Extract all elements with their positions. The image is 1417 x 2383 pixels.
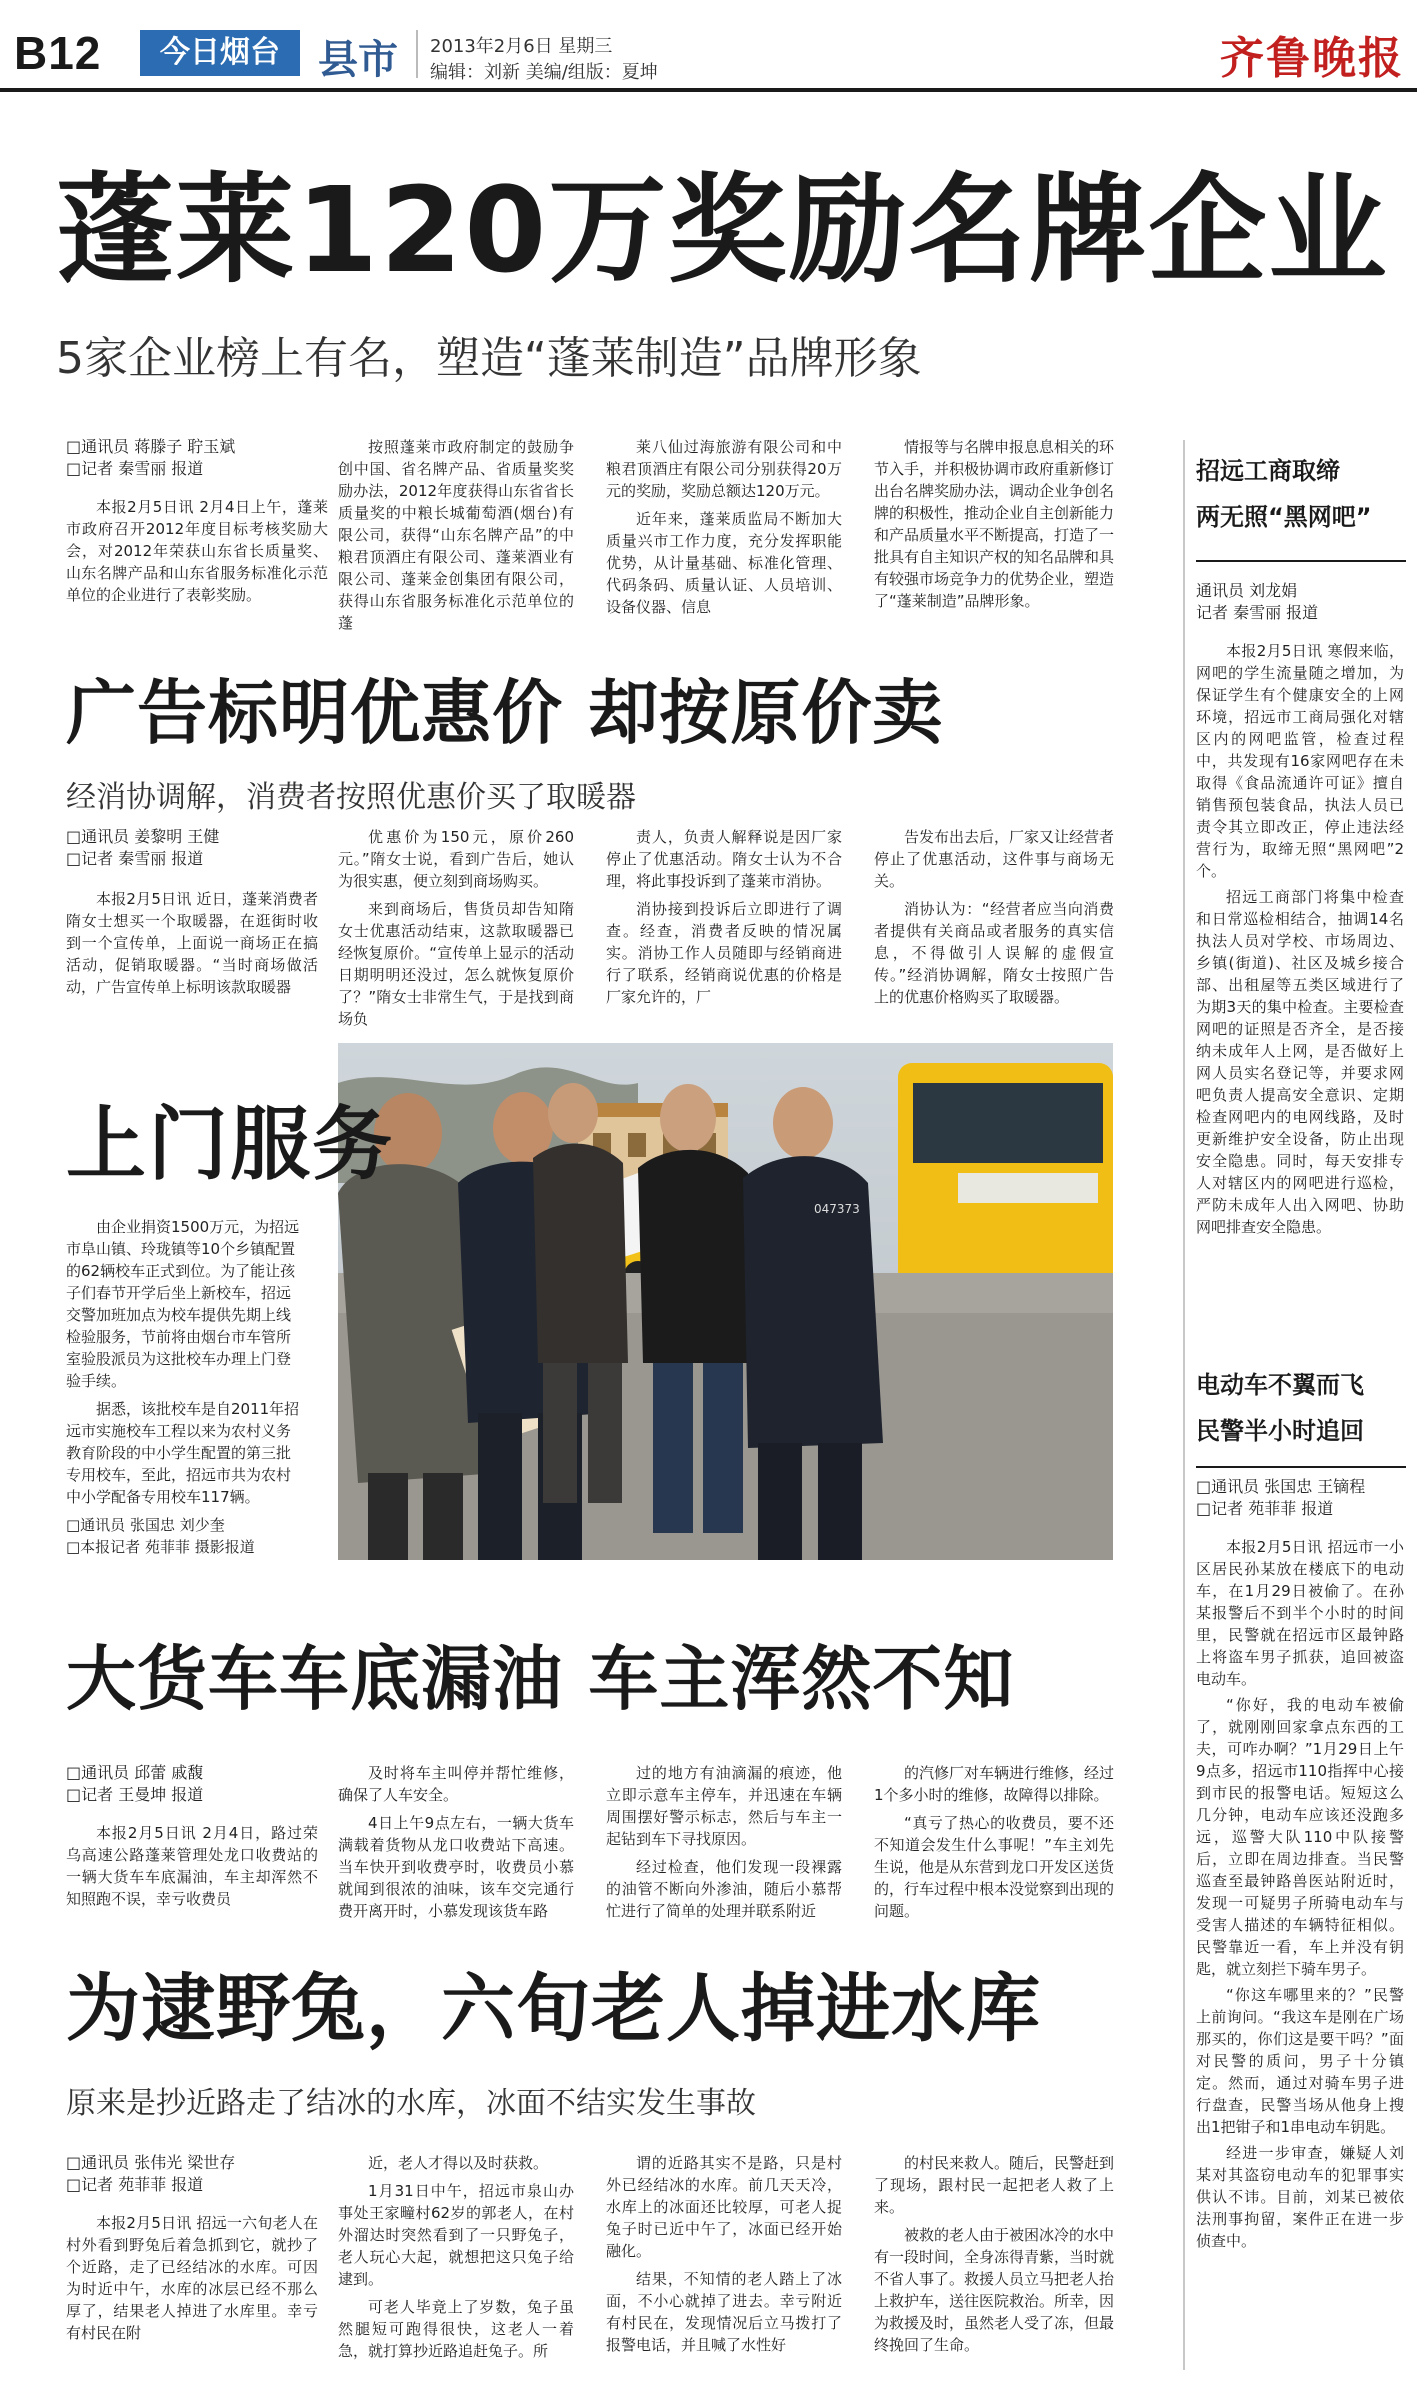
paragraph: “你好，我的电动车被偷了，就刚刚回家拿点东西的工夫，可咋办啊？”1月29日上午9点多，招远市110指挥中心接到市民的报警电话。短短这么几分钟，电动车应该还没跑多远，巡警大队110中队接警后，立即在周边排查。当民警巡查至最钟路兽医站附近时，发现一可疑男子所骑电动车与受害人描述的车辆特征相似。民警靠近一看，车上并没有钥匙，就立刻拦下骑车男子。: [1196, 1696, 1404, 1978]
byline-line: □通讯员 张国忠 刘少奎: [66, 1516, 225, 1534]
story3-byline: [66, 1762, 296, 1806]
byline-line: □记者 秦雪丽 报道: [66, 849, 204, 868]
paragraph: “你这车哪里来的？”民警上前询问。“我这车是刚在广场那买的，你们这是要干吗？”面对民警的质问，男子十分镇定。然而，通过对骑车男子进行盘查，民警当场从他身上搜出1把钳子和1串电动车钥匙。: [1196, 1986, 1404, 2136]
story4-subheadline: 原来是抄近路走了结冰的水库，冰面不结实发生事故: [66, 2086, 756, 2121]
paragraph: 责人，负责人解释说是因厂家停止了优惠活动。隋女士认为不合理，将此事投诉到了蓬莱市消协。: [606, 828, 842, 890]
story2-column-2: [338, 826, 574, 1036]
story2-column-3: [606, 826, 842, 1014]
byline-line: □通讯员 邱蕾 戚馥: [66, 1763, 204, 1782]
sidebar1-body: [1196, 640, 1404, 1242]
paragraph: 本报2月5日讯 近日，蓬莱消费者隋女士想买一个取暖器，在逛街时收到一个宣传单，上面说一商场正在搞活动，促销取暖器。“当时商场做活动，广告宣传单上标明该款取暖器: [66, 890, 318, 996]
byline-line: □记者 秦雪丽 报道: [66, 459, 204, 478]
paragraph: 消协接到投诉后立即进行了调查。经查，消费者反映的情况属实。消协工作人员随即与经销商进行了联系，经销商说优惠的价格是厂家允许的，厂: [606, 900, 842, 1006]
story4-column-1: [66, 2212, 318, 2350]
byline-line: □通讯员 姜黎明 王健: [66, 827, 220, 846]
paragraph: 本报2月5日讯 招远一六旬老人在村外看到野兔后着急抓到它，就抄了个近路，走了已经结冰的水库。可因为时近中午，水库的冰层已经不那么厚了，结果老人掉进了水库里。幸亏有村民在附: [66, 2214, 318, 2342]
paragraph: 经进一步审查，嫌疑人刘某对其盗窃电动车的犯罪事实供认不讳。目前，刘某已被依法刑事拘留，案件正在进一步侦查中。: [1196, 2144, 1404, 2250]
story3-column-4: [874, 1762, 1114, 1928]
section-tag: 今日烟台: [140, 30, 300, 76]
byline-line: 记者 秦雪丽 报道: [1196, 603, 1319, 622]
paragraph: 据悉，该批校车是自2011年招远市实施校车工程以来为农村义务教育阶段的中小学生配置的第三批专用校车，至此，招远市共为农村中小学配备专用校车117辆。: [66, 1400, 300, 1506]
story4-headline: 为逮野兔，六旬老人掉进水库: [66, 1966, 1041, 2052]
byline-line: □本报记者 苑菲菲 摄影报道: [66, 1538, 255, 1556]
editor-credits: 编辑：刘新 美编/组版：夏坤: [430, 62, 658, 83]
paragraph: 经过检查，他们发现一段裸露的油管不断向外渗油，随后小慕帮忙进行了简单的处理并联系附近: [606, 1858, 842, 1920]
header-rule: [0, 88, 1417, 92]
byline-line: □记者 苑菲菲 报道: [1196, 1499, 1334, 1518]
issue-date: 2013年2月6日 星期三: [430, 36, 613, 57]
lead-headline: 蓬莱120万奖励名牌企业: [56, 161, 1389, 299]
byline-line: □通讯员 张伟光 梁世存: [66, 2153, 236, 2172]
photo-credit: [66, 1514, 304, 1558]
byline-line: 通讯员 刘龙娟: [1196, 581, 1298, 600]
sidebar1-byline: [1196, 580, 1406, 624]
story4-column-2: [338, 2152, 574, 2368]
byline-line: □记者 苑菲菲 报道: [66, 2175, 204, 2194]
story2-byline: [66, 826, 296, 870]
paragraph: 本报2月5日讯 寒假来临，网吧的学生流量随之增加，为保证学生有个健康安全的上网环境，招远市工商局强化对辖区内的网吧监管，检查过程中，共发现有16家网吧存在未取得《食品流通许可证》擅自销售预包装食品，执法人员已责令其立即改正，停止违法经营行为，取缔无照“黑网吧”2个。: [1196, 642, 1404, 880]
lead-byline: [66, 436, 286, 480]
badge-number: 047373: [814, 1202, 860, 1216]
photo-caption: [66, 1216, 304, 1558]
headline-line: 两无照“黑网吧”: [1196, 503, 1372, 531]
paragraph: 按照蓬莱市政府制定的鼓励争创中国、省名牌产品、省质量奖奖励办法，2012年度获得山东省省长质量奖的中粮长城葡萄酒(烟台)有限公司，获得“山东名牌产品”的中粮君顶酒庄有限公司、蓬莱酒业有限公司、蓬莱金创集团有限公司，获得山东省服务标准化示范单位的蓬: [338, 438, 574, 632]
paragraph: 来到商场后，售货员却告知隋女士优惠活动结束，这款取暖器已经恢复原价。“宣传单上显示的活动日期明明还没过，怎么就恢复原价了？”隋女士非常生气，于是找到商场负: [338, 900, 574, 1028]
paragraph: 本报2月5日讯 招远市一小区居民孙某放在楼底下的电动车，在1月29日被偷了。在孙某报警后不到半个小时的时间里，民警就在招远市区最钟路上将盗车男子抓获，追回被盗电动车。: [1196, 1538, 1404, 1688]
paragraph: 本报2月5日讯 2月4日，路过荣乌高速公路蓬莱管理处龙口收费站的一辆大货车车底漏油，车主却浑然不知照跑不误，幸亏收费员: [66, 1824, 318, 1908]
story3-headline: 大货车车底漏油 车主浑然不知: [66, 1638, 1015, 1720]
paragraph: 4日上午9点左右，一辆大货车满载着货物从龙口收费站下高速。当车快开到收费亭时，收费员小慕就闻到很浓的油味，该车交完通行费开离开时，小慕发现该货车路: [338, 1814, 574, 1920]
story2-column-1: [66, 888, 318, 1004]
paragraph: 招远工商部门将集中检查和日常巡检相结合，抽调14名执法人员对学校、市场周边、乡镇(街道)、社区及城乡接合部、出租屋等五类区域进行了为期3天的集中检查。主要检查网吧的证照是否齐全，是否接纳未成年人上网，是否做好上网人员实名登记等，并要求网吧负责人提高安全意识、定期检查网吧内的电网线路，及时更新维护安全设备，防止出现安全隐患。同时，每天安排专人对辖区内的网吧进行巡检，严防未成年人出入网吧、协助网吧排查安全隐患。: [1196, 888, 1404, 1236]
paragraph: 近，老人才得以及时获救。: [368, 2154, 549, 2172]
paragraph: 由企业捐资1500万元，为招远市阜山镇、玲珑镇等10个乡镇配置的62辆校车正式到位。为了能让孩子们春节开学后坐上新校车，招远交警加班加点为校车提供先期上线检验服务，节前将由烟台市车管所室验股派员为这批校车办理上门登验手续。: [66, 1218, 300, 1390]
story4-byline: [66, 2152, 296, 2196]
paragraph: 近年来，蓬莱质监局不断加大质量兴市工作力度，充分发挥职能优势，从计量基础、标准化管理、代码条码、质量认证、人员培训、设备仪器、信息: [606, 510, 842, 616]
sidebar2-body: [1196, 1536, 1404, 2256]
paragraph: 消协认为：“经营者应当向消费者提供有关商品或者服务的真实信息，不得做引人误解的虚假宣传。”经消协调解，隋女士按照广告上的优惠价格购买了取暖器。: [874, 900, 1114, 1006]
paragraph: 过的地方有油滴漏的痕迹，他立即示意车主停车，并迅速在车辆周围摆好警示标志，然后与车主一起钻到车下寻找原因。: [606, 1764, 842, 1848]
paragraph: 1月31日中午，招远市泉山办事处王家疃村62岁的郭老人，在村外溜达时突然看到了一只野兔子，老人玩心大起，就想把这只兔子给逮到。: [338, 2182, 574, 2288]
sidebar1-headline: [1196, 448, 1406, 540]
paragraph: 告发布出去后，厂家又让经营者停止了优惠活动，这件事与商场无关。: [874, 828, 1115, 890]
page-number: B12: [14, 27, 102, 79]
sidebar2-byline: [1196, 1476, 1406, 1520]
sidebar2-headline: [1196, 1362, 1406, 1454]
header-divider: [416, 30, 418, 78]
sidebar2-rule: [1196, 1466, 1406, 1468]
byline-line: □通讯员 张国忠 王镝程: [1196, 1477, 1366, 1496]
story4-column-4: [874, 2152, 1114, 2362]
headline-line: 电动车不翼而飞: [1196, 1371, 1364, 1399]
story2-subheadline: 经消协调解，消费者按照优惠价买了取暖器: [66, 780, 636, 815]
story3-column-2: [338, 1762, 574, 1928]
paragraph: 的村民来救人。随后，民警赶到了现场，跟村民一起把老人救了上来。: [874, 2154, 1115, 2216]
paragraph: 莱八仙过海旅游有限公司和中粮君顶酒庄有限公司分别获得20万元的奖励，奖励总额达120万元。: [606, 438, 842, 500]
sidebar1-rule: [1196, 560, 1406, 562]
paragraph: 情报等与名牌申报息息相关的环节入手，并积极协调市政府重新修订出台名牌奖励办法，调动企业争创名牌的积极性，推动企业自主创新能力和产品质量水平不断提高，打造了一批具有自主知识产权的知名品牌和具有较强市场竞争力的优势企业，塑造了“蓬莱制造”品牌形象。: [874, 438, 1115, 610]
police-inspection-photo: [338, 1043, 1113, 1560]
newspaper-masthead: 齐鲁晚报: [1220, 33, 1404, 84]
paragraph: 本报2月5日讯 2月4日上午，蓬莱市政府召开2012年度目标考核奖励大会，对2012年荣获山东省长质量奖、山东名牌产品和山东省服务标准化示范单位的企业进行了表彰奖励。: [66, 498, 328, 604]
headline-line: 招远工商取缔: [1196, 457, 1340, 485]
headline-line: 民警半小时追回: [1196, 1417, 1364, 1445]
lead-column-2: [338, 436, 574, 640]
story2-column-4: [874, 826, 1114, 1014]
byline-line: □记者 王曼坤 报道: [66, 1785, 204, 1804]
paragraph: 优惠价为150元，原价260元。”隋女士说，看到广告后，她认为很实惠，便立刻到商场购买。: [338, 828, 574, 890]
paragraph: 谓的近路其实不是路，只是村外已经结冰的水库。前几天天冷，水库上的冰面还比较厚，可老人捉兔子时已近中午了，冰面已经开始融化。: [606, 2154, 842, 2260]
news-photo: [338, 1043, 1113, 1560]
lead-column-4: [874, 436, 1114, 618]
photo-story-title: 上门服务: [66, 1098, 394, 1191]
paragraph: 结果，不知情的老人踏上了冰面，不小心就掉了进去。幸亏附近有村民在，发现情况后立马拨打了报警电话，并且喊了水性好: [606, 2270, 842, 2354]
lead-column-3: [606, 436, 842, 624]
lead-subheadline: 5家企业榜上有名，塑造“蓬莱制造”品牌形象: [56, 333, 922, 384]
paragraph: 的汽修厂对车辆进行维修，经过1个多小时的维修，故障得以排除。: [874, 1764, 1115, 1804]
paragraph: 可老人毕竟上了岁数，兔子虽然腿短可跑得很快，这老人一着急，就打算抄近路追赶兔子。所: [338, 2298, 574, 2360]
story3-column-3: [606, 1762, 842, 1928]
paragraph: “真亏了热心的收费员，要不还不知道会发生什么事呢！”车主刘先生说，他是从东营到龙口开发区送货的，行车过程中根本没觉察到出现的问题。: [874, 1814, 1115, 1920]
story2-headline: 广告标明优惠价 却按原价卖: [66, 672, 944, 754]
story4-column-3: [606, 2152, 842, 2362]
story3-column-1: [66, 1822, 318, 1916]
subsection-label: 县市: [318, 37, 398, 83]
sidebar-divider: [1183, 440, 1185, 2370]
lead-column-1: [66, 496, 328, 612]
paragraph: 及时将车主叫停并帮忙维修，确保了人车安全。: [338, 1764, 574, 1804]
paragraph: 被救的老人由于被困冰冷的水中有一段时间，全身冻得青紫，当时就不省人事了。救援人员立马把老人抬上救护车，送往医院救治。所幸，因为救援及时，虽然老人受了冻，但最终挽回了生命。: [874, 2226, 1115, 2354]
byline-line: □通讯员 蒋滕子 聍玉斌: [66, 437, 236, 456]
